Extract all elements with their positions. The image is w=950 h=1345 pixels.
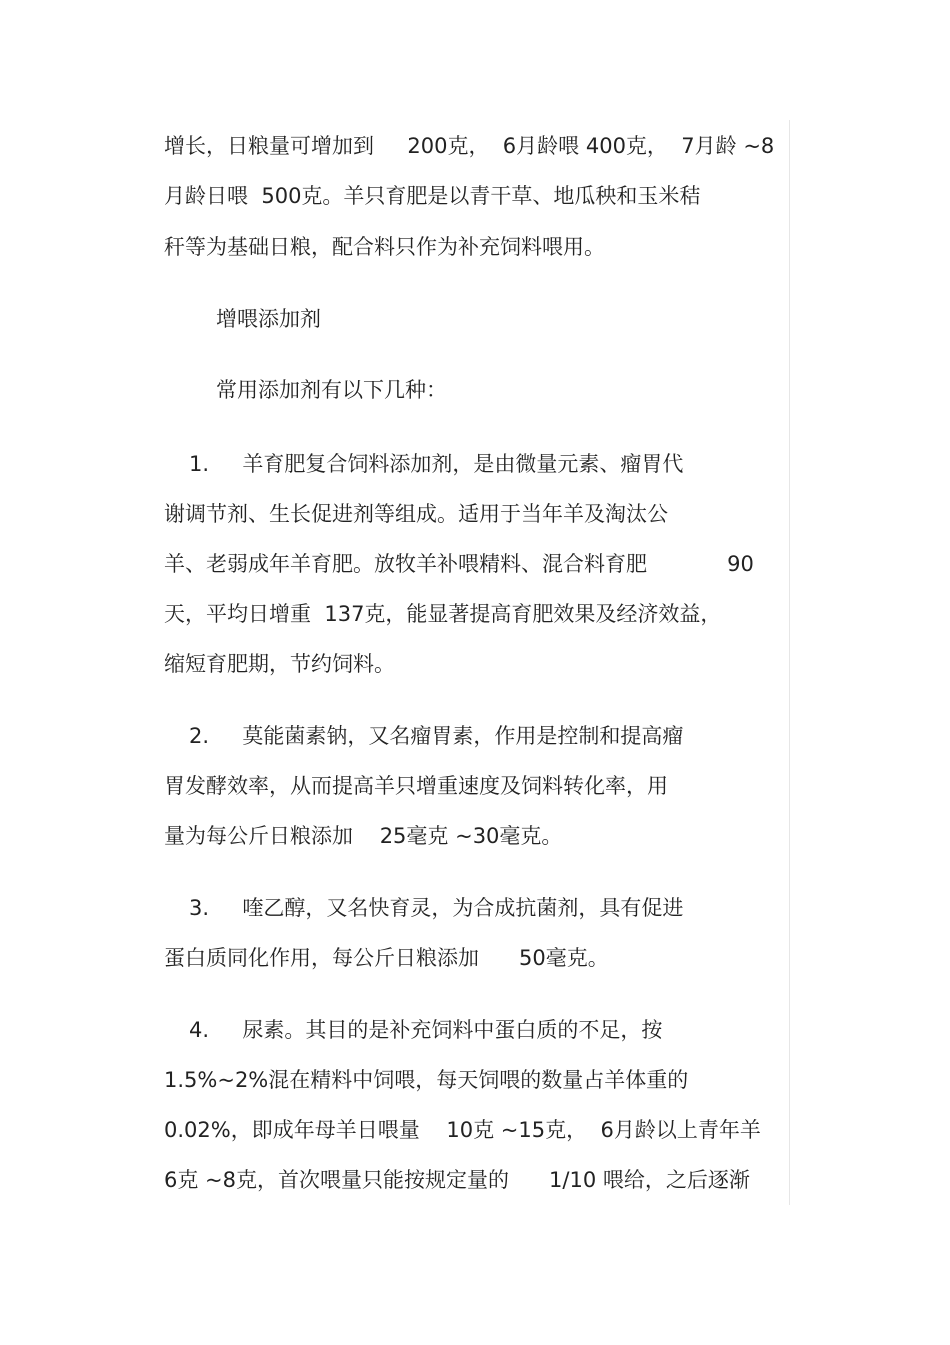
list-item-1-line-1: 1. 羊育肥复合饲料添加剂，是由微量元素、瘤胃代 [189,452,684,476]
list-item-4-line-3: 0.02%，即成年母羊日喂量 10克 ~15克， 6月龄以上青年羊 [164,1118,761,1142]
list-item-2-line-3: 量为每公斤日粮添加 25毫克 ~30毫克。 [164,824,563,848]
list-item-1-line-2: 谢调节剂、生长促进剂等组成。适用于当年羊及淘汰公 [164,502,668,526]
list-item-1-line-5: 缩短育肥期，节约饲料。 [164,652,395,676]
intro-line: 常用添加剂有以下几种： [216,378,447,402]
list-item-4-line-4: 6克 ~8克，首次喂量只能按规定量的 1/10 喂给，之后逐渐 [164,1168,750,1192]
list-item-1-line-3: 羊、老弱成年羊育肥。放牧羊补喂精料、混合料育肥 90 [164,552,754,576]
list-item-4-line-2: 1.5%~2%混在精料中饲喂，每天饲喂的数量占羊体重的 [164,1068,689,1092]
page-edge-rule [789,120,790,1205]
list-item-2-line-2: 胃发酵效率，从而提高羊只增重速度及饲料转化率，用 [164,774,668,798]
list-item-1-line-4: 天，平均日增重 137克，能显著提高育肥效果及经济效益， [164,602,722,626]
list-item-3-line-2: 蛋白质同化作用，每公斤日粮添加 50毫克。 [164,946,609,970]
paragraph-line-1: 增长，日粮量可增加到 200克， 6月龄喂 400克， 7月龄 ~8 [164,134,775,158]
list-item-3-line-1: 3. 喹乙醇，又名快育灵，为合成抗菌剂，具有促进 [189,896,684,920]
paragraph-line-2: 月龄日喂 500克。羊只育肥是以青干草、地瓜秧和玉米秸 [164,184,701,208]
section-heading: 增喂添加剂 [216,307,321,331]
list-item-2-line-1: 2. 莫能菌素钠，又名瘤胃素，作用是控制和提高瘤 [189,724,684,748]
list-item-4-line-1: 4. 尿素。其目的是补充饲料中蛋白质的不足，按 [189,1018,663,1042]
paragraph-line-3: 秆等为基础日粮，配合料只作为补充饲料喂用。 [164,235,605,259]
